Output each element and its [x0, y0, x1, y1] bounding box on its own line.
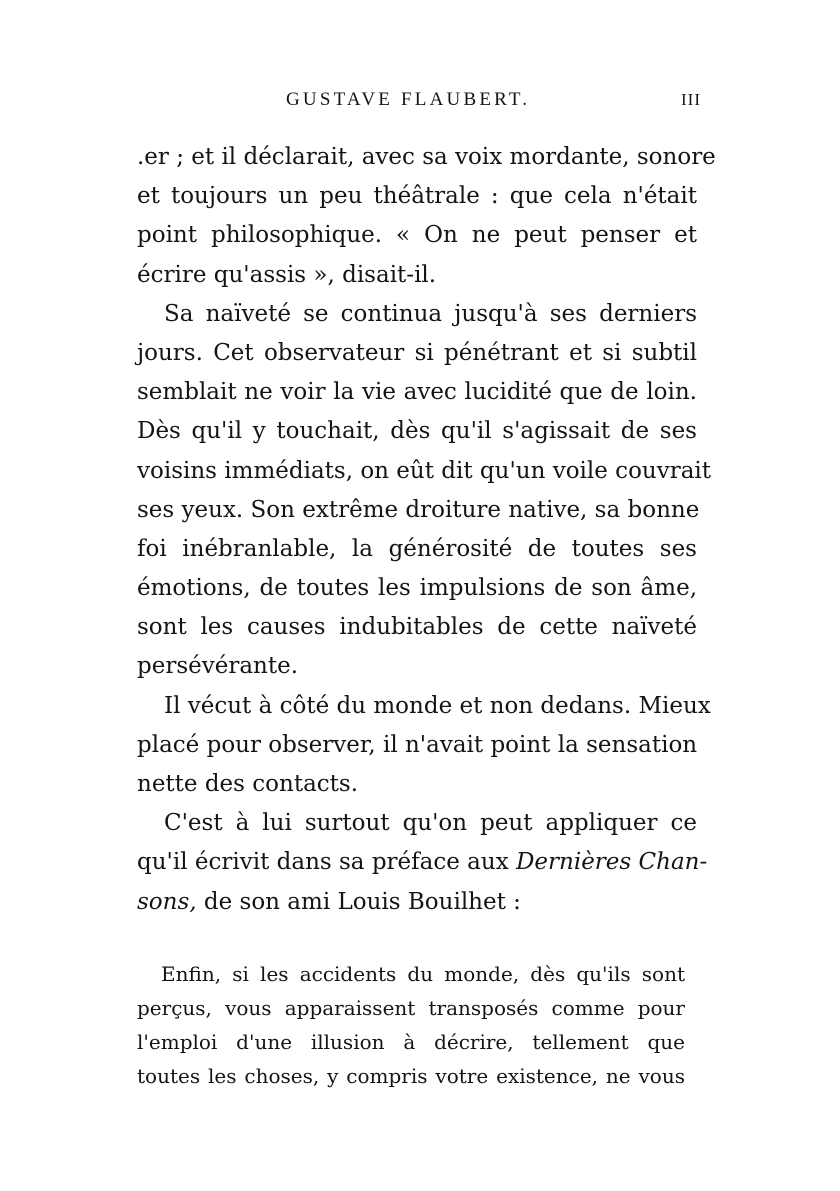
italic-title: Dernières Chan-	[515, 849, 708, 876]
running-title: GUSTAVE FLAUBERT.	[286, 89, 531, 110]
text-line: voisins immédiats, on eût dit qu'un voile couvrait	[137, 457, 712, 484]
text-run: qu'il écrivit dans sa préface aux	[137, 849, 516, 876]
text-line: Sa naïveté se continua jusqu'à ses derniers	[164, 300, 697, 327]
text-line: émotions, de toutes les impulsions de son âme,	[137, 575, 697, 602]
text-line	[137, 843, 708, 882]
text-run: de son ami Louis Bouilhet :	[196, 888, 521, 915]
page-number: III	[681, 90, 701, 109]
text-line: C'est à lui surtout qu'on peut appliquer ce	[164, 810, 697, 837]
text-line: semblait ne voir la vie avec lucidité que de loin.	[137, 379, 697, 406]
quote-line: toutes les choses, y compris votre existence, ne vous	[137, 1064, 685, 1088]
text-line: sont les causes indubitables de cette naïveté	[137, 614, 697, 641]
text-line: persévérante.	[137, 653, 299, 680]
text-line: et toujours un peu théâtrale : que cela n'était	[137, 183, 697, 210]
quote-line: Enfin, si les accidents du monde, dès qu'ils sont	[161, 962, 685, 986]
body-text	[137, 138, 716, 922]
text-line: .er ; et il déclarait, avec sa voix mordante, sonore	[137, 144, 716, 170]
text-line: point philosophique. « On ne peut penser et	[137, 222, 697, 249]
quotation-block	[137, 957, 685, 1093]
text-line: foi inébranlable, la générosité de toutes ses	[137, 535, 697, 562]
text-line	[137, 883, 697, 922]
text-line: ses yeux. Son extrême droiture native, sa bonne	[137, 496, 700, 523]
text-line: nette des contacts.	[137, 771, 359, 797]
quote-line: perçus, vous apparaissent transposés comme pour	[137, 996, 685, 1020]
text-line: Dès qu'il y touchait, dès qu'il s'agissait de ses	[137, 418, 697, 445]
text-line: placé pour observer, il n'avait point la sensation	[137, 731, 698, 758]
text-line: Il vécut à côté du monde et non dedans. Mieux	[164, 692, 711, 719]
text-line: écrire qu'assis », disait-il.	[137, 261, 437, 288]
running-head	[0, 88, 840, 112]
text-line: jours. Cet observateur si pénétrant et si subtil	[137, 339, 697, 366]
quote-line: l'emploi d'une illusion à décrire, tellement que	[137, 1030, 685, 1054]
italic-title: sons,	[137, 888, 197, 915]
